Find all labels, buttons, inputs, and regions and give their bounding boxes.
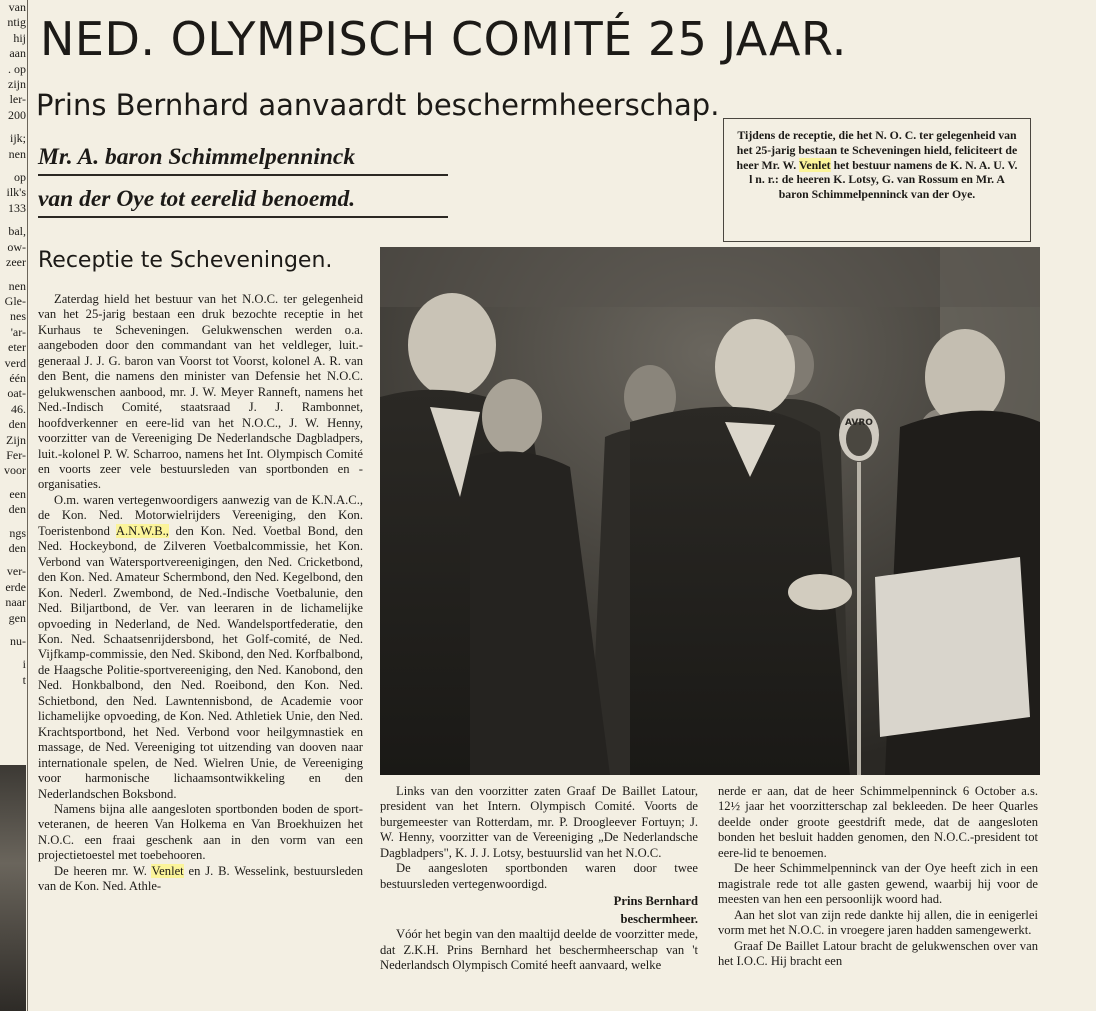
gutter-line: den (8, 502, 26, 517)
gutter-line (0, 479, 27, 487)
gutter-line: . op (8, 61, 26, 76)
caption-text-end: het bestuur namens de K. N. A. U. V. l n. r.: de heeren K. Lotsy, G. van Rossum en Mr. A baron Schimmelpenninck van der Oye. (749, 157, 1018, 202)
subheadline: Prins Bernhard aanvaardt beschermheerschap. (36, 88, 720, 122)
gutter-line: i (22, 657, 26, 672)
gutter-line: ntig (7, 15, 26, 30)
gutter-line (0, 518, 27, 526)
gutter-line: voor (4, 463, 26, 478)
gutter-line: bal, (8, 224, 26, 239)
gutter-line: 'ar- (10, 324, 26, 339)
gutter-line: op (14, 170, 26, 185)
gutter-line: ilk's (6, 185, 26, 200)
paragraph: De heer Schimmelpenninck van der Oye heeft zich in een magistrale rede tot alle gasten gewend, waarbij hij voor de meesten van hen een persoonlijk woord had. (718, 861, 1038, 907)
gutter-line: zijn (8, 77, 26, 92)
highlight-venlet: Venlet (151, 863, 184, 878)
gutter-line: hij (13, 30, 26, 45)
photo-caption-box (723, 118, 1031, 242)
paragraph (38, 864, 363, 895)
paragraph: De aangesloten sportbonden waren door twee bestuursleden vertegenwoordigd. (380, 861, 698, 891)
gutter-line: naar (5, 595, 26, 610)
gutter-line: van (8, 0, 26, 14)
gutter-line: ow- (7, 239, 26, 254)
gutter-line: nen (8, 278, 26, 293)
gutter-line: verd (4, 355, 26, 370)
article-column-3 (718, 784, 1038, 969)
paragraph-text: O.m. waren vertegenwoordigers aanwezig van de K.N.A.C., de Kon. Ned. Motorwielrijders Vereeniging, den Kon. Toeristenbond (38, 492, 363, 538)
gutter-line (0, 216, 27, 224)
gutter-line: Zijn (6, 432, 26, 447)
caption-text: Tijdens de receptie, die het N. O. C. ter gelegenheid van het 25-jarig bestaan te Scheveningen hield, feliciteert de heer Mr. W. (736, 128, 1018, 172)
paragraph: nerde er aan, dat de heer Schimmelpenninck 6 October a.s. 12½ jaar het voorzitterschap zal bekleeden. De heer Quarles deelde onder groote geestdrift mede, dat de aangesloten bonden het besluit hadden genomen, den N.O.C.-president tot eere-lid te benoemen. (718, 784, 1038, 860)
gutter-line: Fer- (6, 447, 26, 462)
gutter-line: één (9, 370, 26, 385)
caption-highlight: Venlet (798, 157, 831, 172)
subheading-line: beschermheer. (620, 911, 698, 926)
paragraph: Links van den voorzitter zaten Graaf De Baillet Latour, president van het Intern. Olympisch Comité. Voorts de burgemeester van Rotterdam, mr. P. Droogleever Fortuyn; J. W. Henny, voorzitter van de Vereeniging „De Nederlandsche Dagbladpers", K. J. J. Lotsy, bestuurslid van het N.O.C. (380, 784, 698, 860)
gutter-line: t (22, 672, 26, 687)
gutter-line (0, 556, 27, 564)
gutter-line (0, 162, 27, 170)
gutter-line: ngs (9, 525, 26, 540)
deck-line-1: Mr. A. baron Schimmelpenninck (38, 144, 448, 176)
gutter-line: nen (8, 146, 26, 161)
paragraph: Namens bijna alle aangesloten sportbonden boden de sport-veteranen, de heeren Van Holkema en Van Broekhuizen het N.O.C. een fraai geschenk aan in den vorm van een projectietoestel met toebehooren. (38, 801, 363, 863)
gutter-line: erde (5, 579, 26, 594)
gutter-line: ler- (9, 92, 26, 107)
highlight-anwb: A.N.W.B., (115, 523, 169, 538)
gutter-line: eter (8, 340, 26, 355)
paragraph-text: en J. B. Wesselink, bestuursleden van de Kon. Ned. Athle- (38, 863, 363, 894)
headline: NED. OLYMPISCH COMITÉ 25 JAAR. (40, 12, 847, 66)
article-column-2 (380, 784, 698, 973)
gutter-line: 46. (11, 401, 26, 416)
article-column-1 (38, 292, 363, 895)
paragraph: Vóór het begin van den maaltijd deelde de voorzitter mede, dat Z.K.H. Prins Bernhard het beschermheerschap van 't Nederlandsch Olympisch Comité heeft aanvaard, welke (380, 927, 698, 972)
gutter-line: den (8, 417, 26, 432)
deck-line-2: van der Oye tot eerelid benoemd. (38, 186, 448, 218)
gutter-line (0, 626, 27, 634)
reception-photo (380, 247, 1040, 775)
subheading-line: Prins Bernhard (613, 894, 698, 909)
section-heading: Receptie te Scheveningen. (38, 248, 333, 273)
paragraph: Aan het slot van zijn rede dankte hij allen, die in eenigerlei vorm met het N.O.C. in vroegere jaren hadden samengewerkt. (718, 907, 1038, 938)
gutter-line: aan (9, 46, 26, 61)
gutter-line (0, 649, 27, 657)
paragraph: Graaf De Baillet Latour bracht de gelukwenschen over van het I.O.C. Hij bracht een (718, 938, 1038, 968)
gutter-line: 200 (8, 107, 26, 122)
paragraph-text: den Kon. Ned. Voetbal Bond, den Ned. Hockeybond, de Zilveren Voetbalcommissie, het Kon. Verbond van Watersportvereenigingen, den Ned. Cricketbond, den Kon. Ned. Amateur Schermbond, den Ned. Kegelbond, den Kon. Nederl. Zwembond, de Ned.-Indische Voetbalunie, den Ned. Biljartbond, de Ver. van leeraren in de lichamelijke opvoeding in Nederland, de Ned. Wandelsportfederatie, den Kon. Ned. Schaatsenrijdersbond, het Golf-comité, de Ned. Vijfkamp-commissie, den Ned. Skibond, den Ned. Korfbalbond, de Haagsche Politie-sportvereeniging, den Ned. Kanobond, den Ned. Honkbalbond, den Ned. Roeibond, den Kon. Ned. Schietbond, den Ned. Lawntennisbond, de Academie voor lichamelijke opvoeding, de Kon. Ned. Athletiek Unie, den Ned. Krachtsportbond, het Ned. Verbond voor heilgymnastiek en massage, de Ned. Vereeniging tot uitzending van dooven naar internationale spelen, de Ned. Wielren Unie, de Vereeniging voor harmonische lichaamsontwikkeling en den Nederlandschen Boksbond. (38, 523, 363, 801)
gutter-line: een (9, 486, 26, 501)
microphone-label: AVRO (845, 418, 873, 428)
gutter-line: oat- (7, 386, 26, 401)
gutter-line: ijk; (9, 131, 26, 146)
gutter-line (0, 271, 27, 279)
paragraph: Zaterdag hield het bestuur van het N.O.C. ter gelegenheid van het 25-jarig bestaan een druk bezochte receptie in het Kurhaus te Scheveningen. Gelukwenschen werden o.a. aangeboden door den commandant van het veldleger, luit.-generaal J. J. G. baron van Voorst tot Voorst, kolonel A. R. van den Bent, die namens den minister van Defensie het N.O.C. gelukwenschen aanbood, mr. J. W. Meyer Ranneft, namens het Ned.-Indisch Comité, staatsraad J. J. Rambonnet, hoofdverkenner en eere-lid van het N.O.C., J. W. Henny, voorzitter van de Vereeniging De Nederlandsche Dagbladpers, luit.-kolonel P. W. Scharroo, namens het Int. Olympisch Comité en voorts zeer vele bestuursleden van sportbonden en -organisaties. (38, 292, 363, 492)
gutter-line: nu- (10, 634, 26, 649)
gutter-line: zeer (6, 255, 26, 270)
paragraph (38, 493, 363, 802)
gutter-line: den (8, 541, 26, 555)
gutter-line: 133 (8, 200, 26, 215)
adjacent-photo-fragment (0, 765, 26, 1011)
gutter-line: nes (10, 309, 26, 324)
gutter-line: Gle- (4, 293, 26, 308)
gutter-line: gen (8, 610, 26, 625)
gutter-line: ver- (6, 564, 26, 579)
paragraph-text: De heeren mr. W. (54, 863, 152, 878)
gutter-line (0, 123, 27, 131)
